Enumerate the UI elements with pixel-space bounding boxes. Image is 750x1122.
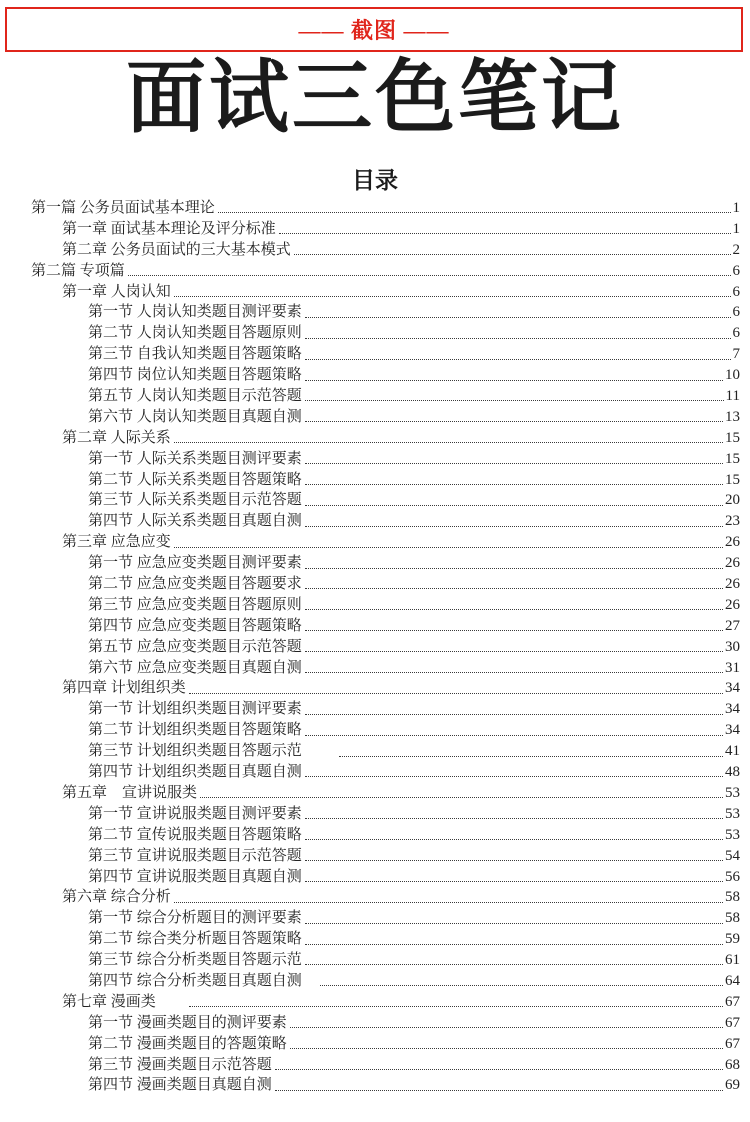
toc-entry-page: 56 <box>725 868 740 885</box>
toc-dot-leader <box>305 950 723 965</box>
toc-entry-page: 6 <box>732 283 740 300</box>
toc-row <box>31 449 740 470</box>
toc-entry-page: 26 <box>725 555 740 572</box>
toc-entry-page: 1 <box>732 200 740 216</box>
toc-row <box>31 428 740 449</box>
toc-dot-leader <box>305 804 723 819</box>
toc-entry-page: 58 <box>725 889 740 906</box>
toc-entry-page: 69 <box>725 1077 740 1094</box>
toc-entry-page: 27 <box>725 617 740 634</box>
toc-dot-leader <box>305 344 731 359</box>
toc-dot-leader <box>305 323 731 338</box>
toc-row <box>31 971 740 992</box>
toc-entry-page: 26 <box>725 576 740 593</box>
toc-entry-title: 第一篇 公务员面试基本理论 <box>31 200 215 216</box>
toc-entry-page: 67 <box>725 1035 740 1052</box>
toc-entry-title: 第六节 人岗认知类题目真题自测 <box>88 408 302 425</box>
toc-dot-leader <box>189 992 723 1007</box>
toc-row <box>31 470 740 491</box>
toc-row <box>31 825 740 846</box>
toc-dot-leader <box>305 490 723 505</box>
toc-entry-title: 第二节 人岗认知类题目答题原则 <box>88 325 302 342</box>
toc-dot-leader <box>290 1034 723 1049</box>
toc-entry-page: 1 <box>732 220 740 237</box>
toc-row <box>31 261 740 282</box>
toc-entry-title: 第三节 自我认知类题目答题策略 <box>88 346 302 363</box>
toc-dot-leader <box>305 929 723 944</box>
toc-dot-leader <box>174 887 723 902</box>
toc-entry-page: 6 <box>732 262 740 279</box>
toc-entry-page: 13 <box>725 408 740 425</box>
toc-row <box>31 804 740 825</box>
toc-entry-title: 第一节 漫画类题目的测评要素 <box>88 1014 287 1031</box>
toc-entry-title: 第五节 人岗认知类题目示范答题 <box>88 388 302 405</box>
toc-dot-leader <box>305 699 723 714</box>
toc-row <box>31 1013 740 1034</box>
toc-entry-title: 第一章 人岗认知 <box>62 283 171 300</box>
toc-entry-title: 第一节 人岗认知类题目测评要素 <box>88 304 302 321</box>
toc-row <box>31 490 740 511</box>
toc-row <box>31 553 740 574</box>
toc-entry-page: 30 <box>725 638 740 655</box>
toc-dot-leader <box>305 908 723 923</box>
toc-entry-title: 第六章 综合分析 <box>62 889 171 906</box>
toc-dot-leader <box>290 1013 723 1028</box>
toc-entry-title: 第二节 人际关系类题目答题策略 <box>88 471 302 488</box>
toc-row <box>31 929 740 950</box>
toc-entry-title: 第一节 人际关系类题目测评要素 <box>88 450 302 467</box>
toc-entry-title: 第四节 漫画类题目真题自测 <box>88 1077 272 1094</box>
toc-entry-title: 第二节 漫画类题目的答题策略 <box>88 1035 287 1052</box>
toc-entry-title: 第四节 应急应变类题目答题策略 <box>88 617 302 634</box>
toc-dot-leader <box>305 386 724 401</box>
toc-row <box>31 198 740 219</box>
toc-dot-leader <box>305 762 723 777</box>
screenshot-banner-frame <box>5 7 743 52</box>
toc-dot-leader <box>305 511 723 526</box>
toc-dot-leader <box>305 846 723 861</box>
toc-dot-leader <box>305 470 723 485</box>
toc-entry-title: 第三节 综合分析类题目答题示范 <box>88 952 302 969</box>
toc-dot-leader <box>275 1075 723 1090</box>
toc-dot-leader <box>200 783 723 798</box>
toc-row <box>31 1055 740 1076</box>
toc-entry-page: 67 <box>725 1014 740 1031</box>
toc-row <box>31 219 740 240</box>
toc-dot-leader <box>305 553 723 568</box>
toc-entry-page: 34 <box>725 680 740 697</box>
toc-entry-page: 2 <box>732 241 740 258</box>
toc-entry-page: 53 <box>725 826 740 843</box>
toc-row <box>31 867 740 888</box>
toc-entry-title: 第四节 计划组织类题目真题自测 <box>88 764 302 781</box>
document-title: 面试三色笔记 <box>126 55 624 143</box>
toc-dot-leader <box>305 658 723 673</box>
toc-entry-title: 第二节 计划组织类题目答题策略 <box>88 722 302 739</box>
toc-row <box>31 282 740 303</box>
toc-entry-page: 53 <box>725 784 740 801</box>
toc-dot-leader <box>218 198 731 213</box>
toc-row <box>31 1034 740 1055</box>
toc-row <box>31 595 740 616</box>
toc-entry-page: 26 <box>725 534 740 551</box>
toc-dot-leader <box>279 219 731 234</box>
toc-entry-title: 第三节 漫画类题目示范答题 <box>88 1056 272 1073</box>
toc-heading: 目录 <box>352 168 398 193</box>
toc-row <box>31 511 740 532</box>
toc-entry-page: 58 <box>725 910 740 927</box>
toc-entry-page: 41 <box>725 743 740 760</box>
toc-row <box>31 302 740 323</box>
toc-entry-page: 48 <box>725 764 740 781</box>
toc-entry-title: 第一节 应急应变类题目测评要素 <box>88 555 302 572</box>
toc-dot-leader <box>128 261 731 276</box>
toc-entry-page: 31 <box>725 659 740 676</box>
toc-dot-leader <box>339 741 723 756</box>
toc-dot-leader <box>189 678 723 693</box>
toc-entry-title: 第三节 宣讲说服类题目示范答题 <box>88 847 302 864</box>
toc-dot-leader <box>305 637 723 652</box>
toc-entry-page: 59 <box>725 931 740 948</box>
toc-entry-title: 第一节 宣讲说服类题目测评要素 <box>88 805 302 822</box>
toc-row <box>31 908 740 929</box>
toc-row <box>31 386 740 407</box>
toc-entry-title: 第四节 人际关系类题目真题自测 <box>88 513 302 530</box>
toc-row <box>31 240 740 261</box>
toc-row <box>31 658 740 679</box>
toc-dot-leader <box>305 365 723 380</box>
toc-entry-title: 第二章 公务员面试的三大基本模式 <box>62 241 291 258</box>
toc-dot-leader <box>174 428 723 443</box>
toc-entry-title: 第二节 综合类分析题目答题策略 <box>88 931 302 948</box>
toc-dot-leader <box>305 449 723 464</box>
toc-entry-page: 6 <box>732 325 740 342</box>
toc-entry-title: 第四节 岗位认知类题目答题策略 <box>88 367 302 384</box>
toc-entry-page: 20 <box>725 492 740 509</box>
toc-entry-title: 第七章 漫画类 <box>62 993 186 1010</box>
toc-dot-leader <box>305 574 723 589</box>
toc-row <box>31 699 740 720</box>
toc-dot-leader <box>294 240 731 255</box>
toc-row <box>31 783 740 804</box>
toc-entry-title: 第三节 人际关系类题目示范答题 <box>88 492 302 509</box>
toc-entry-title: 第一章 面试基本理论及评分标准 <box>62 220 276 237</box>
toc-entry-page: 15 <box>725 471 740 488</box>
toc-entry-title: 第五节 应急应变类题目示范答题 <box>88 638 302 655</box>
toc-dot-leader <box>174 532 723 547</box>
toc-row <box>31 887 740 908</box>
toc-row <box>31 1075 740 1096</box>
toc-row <box>31 616 740 637</box>
toc-dot-leader <box>305 616 723 631</box>
toc-row <box>31 741 740 762</box>
toc-entry-page: 23 <box>725 513 740 530</box>
toc-entry-title: 第三节 计划组织类题目答题示范 <box>88 743 336 760</box>
toc-entry-title: 第三章 应急应变 <box>62 534 171 551</box>
toc-row <box>31 574 740 595</box>
toc-dot-leader <box>305 595 723 610</box>
toc-row <box>31 720 740 741</box>
toc-entry-page: 15 <box>725 429 740 446</box>
toc-entry-page: 26 <box>725 596 740 613</box>
toc-dot-leader <box>305 302 731 317</box>
toc-entry-title: 第二篇 专项篇 <box>31 262 125 279</box>
toc-dot-leader <box>305 867 723 882</box>
toc-row <box>31 532 740 553</box>
toc-row <box>31 762 740 783</box>
toc-list <box>31 198 740 1096</box>
toc-entry-page: 67 <box>725 993 740 1010</box>
toc-entry-page: 53 <box>725 805 740 822</box>
toc-entry-title: 第二节 宣传说服类题目答题策略 <box>88 826 302 843</box>
toc-dot-leader <box>320 971 723 986</box>
toc-entry-page: 54 <box>725 847 740 864</box>
toc-dot-leader <box>305 720 723 735</box>
toc-dot-leader <box>275 1055 723 1070</box>
toc-row <box>31 407 740 428</box>
toc-entry-page: 6 <box>732 304 740 321</box>
toc-entry-page: 68 <box>725 1056 740 1073</box>
toc-dot-leader <box>305 407 723 422</box>
toc-entry-title: 第一节 计划组织类题目测评要素 <box>88 701 302 718</box>
toc-row <box>31 365 740 386</box>
toc-entry-title: 第二节 应急应变类题目答题要求 <box>88 576 302 593</box>
toc-entry-page: 34 <box>725 722 740 739</box>
toc-entry-page: 10 <box>725 367 740 384</box>
toc-entry-page: 34 <box>725 701 740 718</box>
toc-entry-title: 第二章 人际关系 <box>62 429 171 446</box>
toc-row <box>31 846 740 867</box>
toc-row <box>31 950 740 971</box>
toc-row <box>31 323 740 344</box>
toc-row <box>31 344 740 365</box>
toc-row <box>31 637 740 658</box>
toc-entry-title: 第四节 综合分析类题目真题自测 <box>88 972 317 989</box>
toc-entry-page: 7 <box>732 346 740 363</box>
toc-entry-title: 第三节 应急应变类题目答题原则 <box>88 596 302 613</box>
toc-row <box>31 992 740 1013</box>
toc-entry-title: 第五章 宣讲说服类 <box>62 784 198 801</box>
toc-dot-leader <box>174 282 731 297</box>
toc-row <box>31 678 740 699</box>
toc-entry-page: 15 <box>725 450 740 467</box>
toc-entry-page: 61 <box>725 952 740 969</box>
screenshot-banner-label: —— 截图 —— <box>298 18 450 43</box>
toc-entry-title: 第四章 计划组织类 <box>62 680 186 697</box>
toc-entry-page: 64 <box>725 972 740 989</box>
toc-entry-title: 第一节 综合分析题目的测评要素 <box>88 910 302 927</box>
toc-dot-leader <box>305 825 723 840</box>
toc-entry-title: 第四节 宣讲说服类题目真题自测 <box>88 868 302 885</box>
toc-entry-page: 11 <box>725 388 740 405</box>
toc-entry-title: 第六节 应急应变类题目真题自测 <box>88 659 302 676</box>
